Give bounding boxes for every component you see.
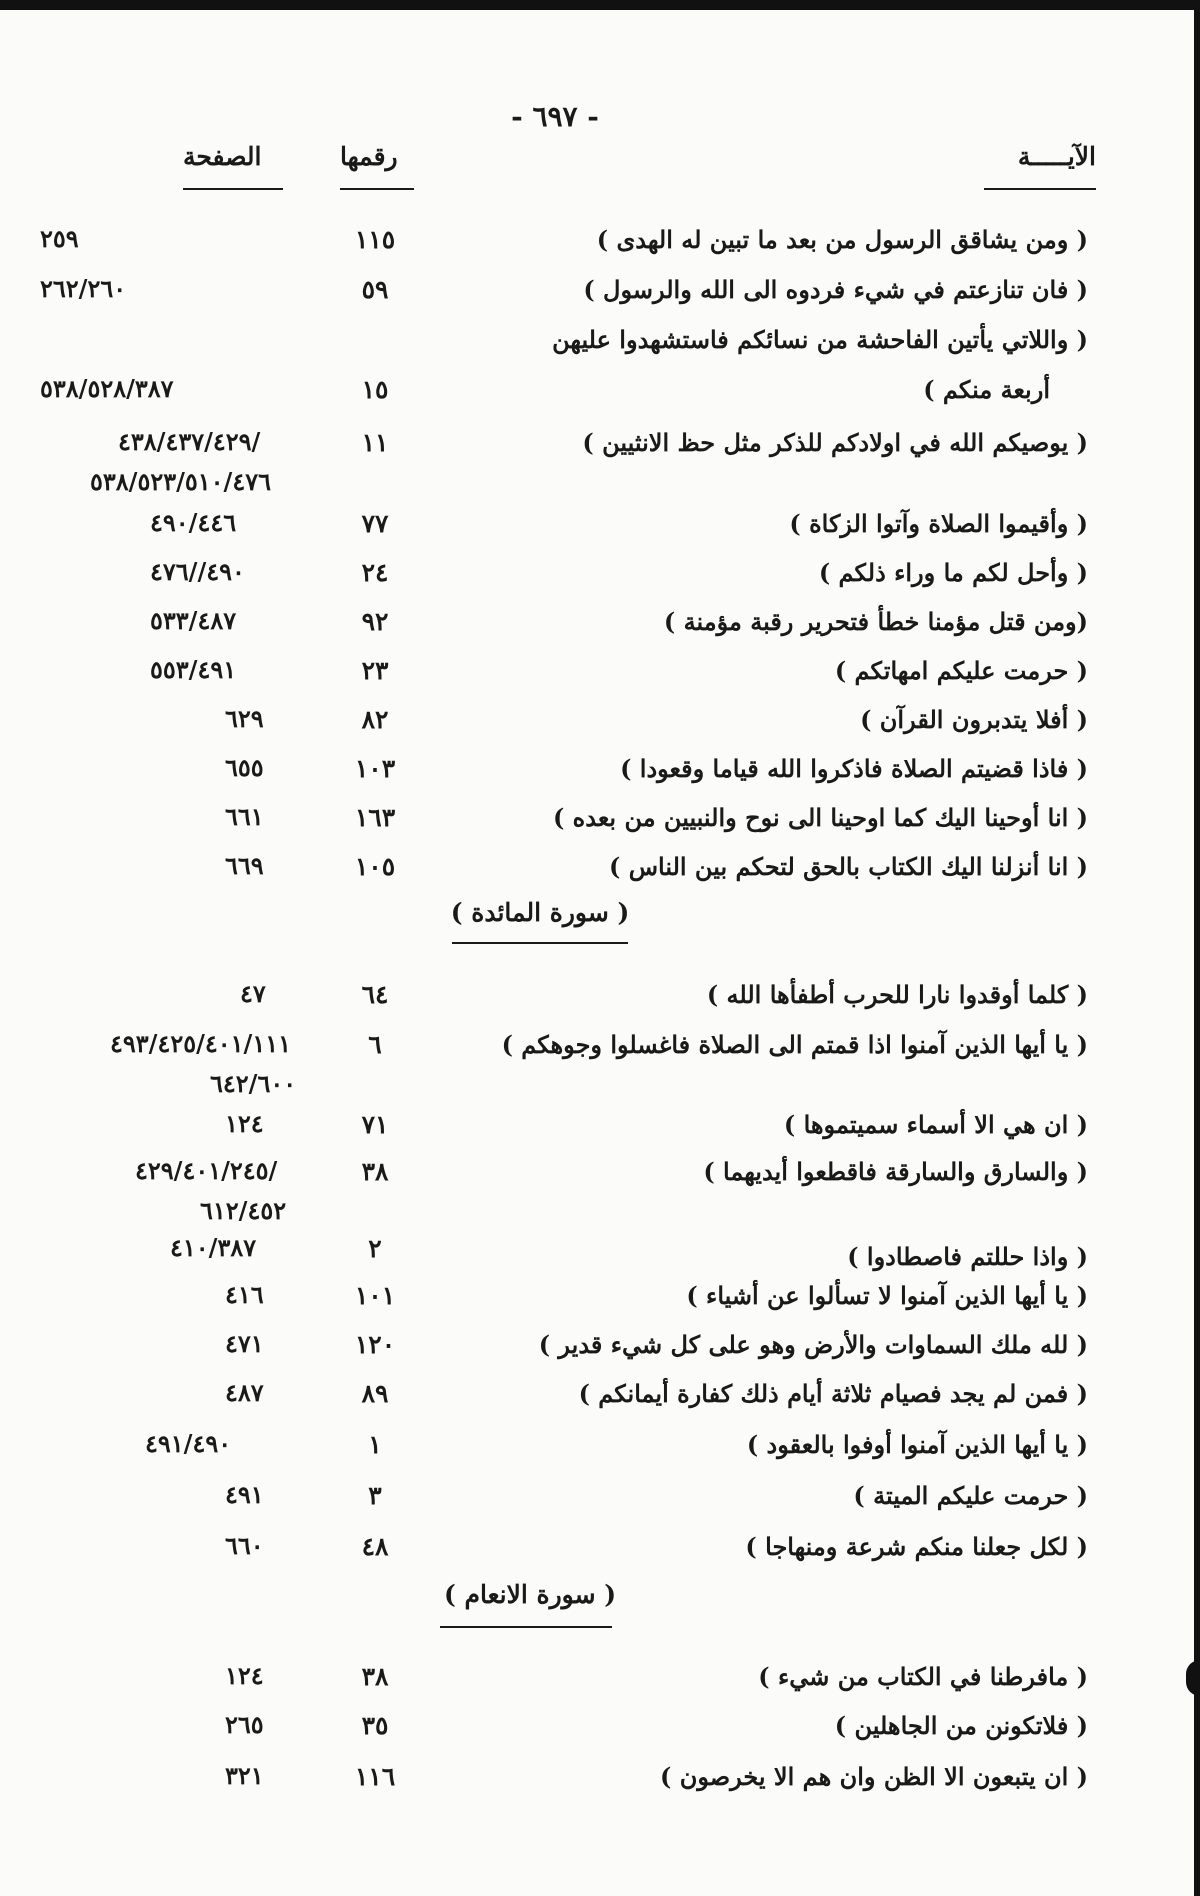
ayah-text: ( مافرطنا في الكتاب من شيء )	[758, 1662, 1088, 1691]
page-refs	[40, 1275, 340, 1315]
ayah-number: ٣٨	[361, 1157, 389, 1186]
page-ref: ٦١٢/٤٥٢	[200, 1196, 287, 1225]
ayah-text: ( فاذا قضيتم الصلاة فاذكروا الله قياما وقعودا )	[620, 754, 1088, 783]
page-ref: ٦٦١	[225, 802, 264, 831]
page-refs	[40, 846, 340, 886]
ayah-text: ( كلما أوقدوا نارا للحرب أطفأها الله )	[706, 980, 1088, 1009]
page-refs	[40, 1475, 340, 1515]
page-ref: ٤٩٠//٤٧٦	[150, 557, 245, 586]
page-ref: ٥٣٨/٥٢٨/٣٨٧	[40, 374, 174, 403]
page-refs	[40, 1024, 340, 1104]
page-ref: ٤٨٧	[225, 1378, 264, 1407]
page-refs	[40, 699, 340, 739]
ayah-number: ٣	[368, 1481, 382, 1510]
page-refs	[40, 797, 340, 837]
page-refs	[40, 1228, 340, 1268]
page-ref: ٦٢٩	[225, 704, 264, 733]
page-ref: ٤٩١	[225, 1480, 264, 1509]
page-top-edge	[0, 0, 1200, 10]
ayah-text: ( ان يتبعون الا الظن وان هم الا يخرصون )	[660, 1762, 1088, 1791]
page-ref: ٣٢١	[225, 1761, 264, 1790]
page-ref: ٤٩١/٤٩٠	[145, 1429, 232, 1458]
page-refs	[40, 601, 340, 641]
page-refs	[40, 1526, 340, 1566]
page-ref: ٤٩٣/٤٢٥/٤٠١/١١١	[110, 1029, 291, 1058]
page-refs	[40, 650, 340, 690]
ayah-number: ٥٩	[361, 275, 389, 304]
page-ref: ٤١٠/٣٨٧	[170, 1233, 257, 1262]
header-page-underline	[183, 188, 283, 190]
page-refs	[40, 219, 340, 259]
header-ayah-underline	[984, 188, 1096, 190]
page-ref: ٤٩٠/٤٤٦	[150, 508, 237, 537]
ayah-text: ( انا أنزلنا اليك الكتاب بالحق لتحكم بين الناس )	[609, 852, 1088, 881]
ayah-text: ( وأحل لكم ما وراء ذلكم )	[818, 558, 1088, 587]
ayah-text: ( يا أيها الذين آمنوا لا تسألوا عن أشياء )	[686, 1281, 1088, 1310]
ayah-number: ١٠١	[354, 1281, 396, 1310]
ayah-text: ( حرمت عليكم امهاتكم )	[834, 656, 1088, 685]
ayah-text: ( يا أيها الذين آمنوا أوفوا بالعقود )	[746, 1430, 1088, 1459]
ayah-text: ( حرمت عليكم الميتة )	[853, 1481, 1088, 1510]
ayah-text: ( وأقيموا الصلاة وآتوا الزكاة )	[789, 509, 1088, 538]
page-refs	[40, 269, 340, 309]
ayah-number: ١٢٠	[354, 1330, 396, 1359]
ayah-number: ١١٦	[354, 1762, 396, 1791]
page-ref: ٢٦٥	[225, 1710, 264, 1739]
ayah-text: ( ومن يشاقق الرسول من بعد ما تبين له الهدى )	[596, 225, 1088, 254]
binding-hole	[1186, 1660, 1200, 1696]
page-refs	[40, 503, 340, 543]
page-refs	[40, 1104, 340, 1144]
surah-title-underline	[452, 942, 628, 944]
ayah-number: ٨٩	[361, 1379, 389, 1408]
ayah-number: ٩٢	[361, 607, 389, 636]
page-right-edge	[1194, 0, 1200, 1896]
page-refs	[40, 974, 340, 1014]
page-ref: ٥٣٨/٥٢٣/٥١٠/٤٧٦	[90, 467, 271, 496]
ayah-text: ( أفلا يتدبرون القرآن )	[860, 705, 1088, 734]
ayah-text: ( يا أيها الذين آمنوا اذا قمتم الى الصلاة فاغسلوا وجوهكم )	[501, 1030, 1088, 1059]
page-ref: ٦٦٠	[225, 1531, 264, 1560]
ayah-number: ٢٤	[361, 558, 389, 587]
header-ayah: الآيـــــة	[1017, 142, 1096, 171]
ayah-text: ( انا أوحينا اليك كما اوحينا الى نوح والنبيين من بعده )	[552, 803, 1088, 832]
ayah-number: ١	[368, 1430, 382, 1459]
ayah-number: ١١	[361, 428, 389, 457]
ayah-text: ( ان هي الا أسماء سميتموها )	[783, 1110, 1088, 1139]
ayah-number: ١١٥	[354, 225, 396, 254]
ayah-number: ١٥	[361, 375, 389, 404]
page-refs	[40, 1424, 340, 1464]
ayah-number: ٨٢	[361, 705, 389, 734]
ayah-text: ( فمن لم يجد فصيام ثلاثة أيام ذلك كفارة أيمانكم )	[578, 1379, 1088, 1408]
surah-title-underline	[440, 1626, 612, 1628]
header-number-underline	[340, 188, 414, 190]
ayah-number: ٣٨	[361, 1662, 389, 1691]
ayah-number: ٢٣	[361, 656, 389, 685]
page-ref: ٦٦٩	[225, 851, 264, 880]
page-ref: ٦٤٢/٦٠٠	[210, 1069, 297, 1098]
page-refs	[40, 422, 340, 502]
ayah-number: ٢	[368, 1234, 382, 1263]
ayah-number: ١٠٣	[354, 754, 396, 783]
ayah-text: ( لله ملك السماوات والأرض وهو على كل شيء قدير )	[538, 1330, 1088, 1359]
page-ref: ١٢٤	[225, 1661, 264, 1690]
page-refs	[40, 1151, 340, 1231]
ayah-text: ( يوصيكم الله في اولادكم للذكر مثل حظ الانثيين )	[582, 428, 1088, 457]
page-ref: ٢٥٩	[40, 224, 79, 253]
page-refs	[40, 1756, 340, 1796]
header-number: رقمها	[340, 142, 398, 171]
page-ref: ٥٥٣/٤٩١	[150, 655, 237, 684]
page-refs	[40, 369, 340, 409]
surah-title: ( سورة الانعام )	[443, 1580, 617, 1609]
header-page: الصفحة	[183, 142, 262, 171]
ayah-text: ( واذا حللتم فاصطادوا )	[847, 1242, 1088, 1271]
ayah-number: ١٦٣	[354, 803, 396, 832]
ayah-number: ٤٨	[361, 1532, 389, 1561]
page-ref: ٥٣٣/٤٨٧	[150, 606, 237, 635]
page-refs	[40, 1324, 340, 1364]
ayah-number: ٧٧	[361, 509, 389, 538]
page-ref: ١٢٤	[225, 1109, 264, 1138]
ayah-text: ( واللاتي يأتين الفاحشة من نسائكم فاستشهدوا عليهن	[552, 325, 1088, 354]
page-ref: ٢٦٢/٢٦٠	[40, 274, 127, 303]
ayah-number: ٣٥	[361, 1711, 389, 1740]
ayah-text: ( والسارق والسارقة فاقطعوا أيديهما )	[703, 1157, 1088, 1186]
ayah-number: ٧١	[361, 1110, 389, 1139]
page-ref: /٤٢٩/٤٠١/٢٤٥	[135, 1156, 278, 1185]
ayah-text: ( فان تنازعتم في شيء فردوه الى الله والرسول )	[583, 275, 1088, 304]
page-ref: /٤٣٨/٤٣٧/٤٢٩	[118, 427, 261, 456]
ayah-text-continued: أربعة منكم )	[923, 375, 1050, 404]
page-refs	[40, 1373, 340, 1413]
page-refs	[40, 552, 340, 592]
page-refs	[40, 1656, 340, 1696]
page-ref: ٦٥٥	[225, 753, 264, 782]
page-ref: ٤٧١	[225, 1329, 264, 1358]
surah-title: ( سورة المائدة )	[450, 898, 630, 927]
ayah-number: ٦٤	[361, 980, 389, 1009]
ayah-text: ( فلاتكونن من الجاهلين )	[834, 1711, 1088, 1740]
page-ref: ٤١٦	[225, 1280, 264, 1309]
ayah-text: ( لكل جعلنا منكم شرعة ومنهاجا )	[745, 1532, 1088, 1561]
page-ref: ٤٧	[240, 979, 266, 1008]
ayah-number: ٦	[368, 1030, 382, 1059]
page-refs	[40, 1705, 340, 1745]
ayah-number: ١٠٥	[354, 852, 396, 881]
page-refs	[40, 748, 340, 788]
ayah-text: (ومن قتل مؤمنا خطأ فتحرير رقبة مؤمنة )	[663, 607, 1088, 636]
page-number: - ٦٩٧ -	[511, 100, 599, 133]
